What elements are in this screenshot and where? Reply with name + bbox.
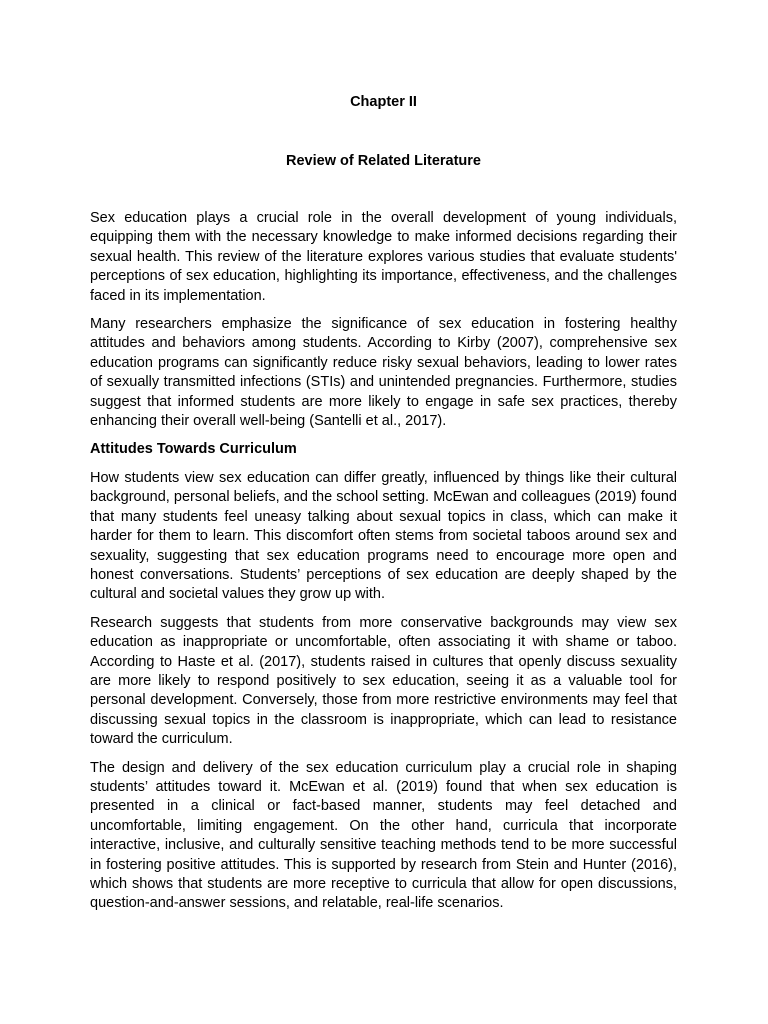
paragraph-section-2: Research suggests that students from more conservative backgrounds may view sex education as inappropriate or uncomfortable, often associating it with shame or taboo. According to Haste et al. (2017), students raised in cultures that openly discuss sexuality are more likely to respond positively to sex education, seeing it as a valuable tool for personal development. Conversely, those from more restrictive environments may feel that discussing sexual topics in the classroom is inappropriate, which can lead to resistance toward the curriculum. <box>90 614 677 748</box>
chapter-heading: Chapter II <box>350 94 417 110</box>
paragraph-intro-1: Sex education plays a crucial role in the overall development of young individuals, equipping them with the necessary knowledge to make informed decisions regarding their sexual health. This review of the literature explores various studies that evaluate students' perceptions of sex education, highlighting its importance, effectiveness, and the challenges faced in its implementation. <box>90 210 677 304</box>
paragraph-section-1: How students view sex education can differ greatly, influenced by things like their cultural background, personal beliefs, and the school setting. McEwan and colleagues (2019) found that many students feel uneasy talking about sexual topics in class, which can make it harder for them to learn. This discomfort often stems from societal taboos around sex and sexuality, suggesting that sex education programs need to encourage more open and honest conversations. Students’ perceptions of sex education are deeply shaped by the cultural and societal values they grow up with. <box>90 469 677 603</box>
paragraph-intro-2: Many researchers emphasize the significance of sex education in fostering healthy attitudes and behaviors among students. According to Kirby (2007), comprehensive sex education programs can significantly reduce risky sexual behaviors, leading to lower rates of sexually transmitted infections (STIs) and unintended pregnancies. Furthermore, studies suggest that informed students are more likely to engage in safe sex practices, thereby enhancing their overall well-being (Santelli et al., 2017). <box>90 316 677 430</box>
document-body <box>90 209 677 923</box>
subheading-attitudes: Attitudes Towards Curriculum <box>90 441 297 458</box>
paragraph-section-3: The design and delivery of the sex education curriculum play a crucial role in shaping students’ attitudes toward it. McEwan et al. (2019) found that when sex education is presented in a clinical or fact-based manner, students may feel detached and uncomfortable, limiting engagement. On the other hand, curricula that incorporate interactive, inclusive, and culturally sensitive teaching methods tend to be more successful in fostering positive attitudes. This is supported by research from Stein and Hunter (2016), which shows that students are more receptive to curricula that allow for open discussions, question-and-answer sessions, and relatable, real-life scenarios. <box>90 759 677 912</box>
page-title: Review of Related Literature <box>286 153 481 169</box>
